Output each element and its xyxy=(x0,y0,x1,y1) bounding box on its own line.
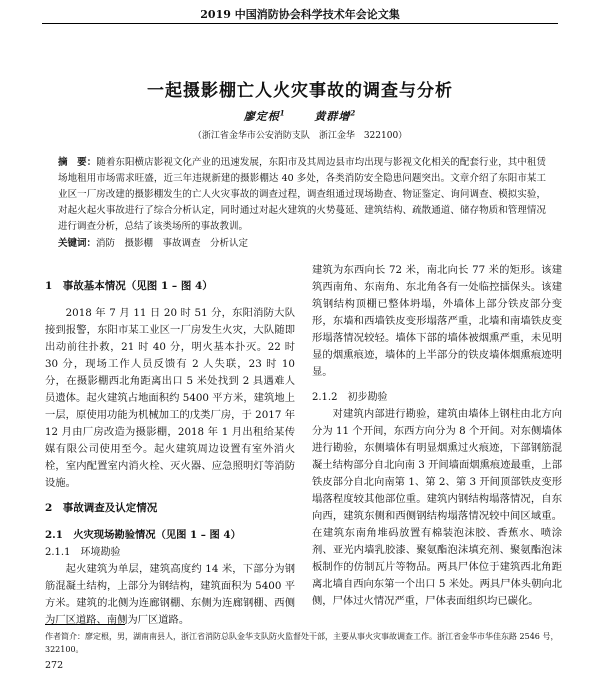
keywords xyxy=(58,235,546,249)
right-paragraph-1: 建筑为东西向长 72 米，南北向长 77 米的矩形。该建筑西南角、东南角、东北角各有一处临控擂保头。该建筑钢结构顶棚已整体坍塌，外墙体上部分铁皮部分变形，东墙和西墙铁皮变形塌落严重，北墙和南墙铁皮变形塌落情况较轻。墙体下部的墙体被烟熏严重，未见明显的烟熏痕迹，墙体的上半部分的铁皮墙体烟熏痕迹明显。 xyxy=(312,264,562,378)
header-rule xyxy=(42,23,558,24)
abstract xyxy=(58,155,546,235)
affiliation: （浙江省金华市公安消防支队 浙江金华 322100） xyxy=(192,131,408,141)
keywords-label: 关键词： xyxy=(58,238,97,249)
footnote-rule xyxy=(45,624,125,625)
abstract-label: 摘 要： xyxy=(58,157,97,168)
right-paragraph-2: 对建筑内部进行勘验，建筑由墙体上钢柱由北方向分为 11 个开间，东西方向分为 8 个开间。对东侧墙体进行勘验，东侧墙体有明显烟熏过火痕迹，下部钢筋混凝土结构部分自北向南 3 开间墙面烟熏痕迹最重，上部铁皮部分自北向南第 1、第 2、第 3 开间顶部铁皮变形塌落程度较其他部位重。建筑内钢结构塌落情况，自东向西，建筑东侧和西侧钢结构塌落情况较中间区域重。在建筑东南角堆码放置有棉装泡沫胶、香蕉水、喷涂剂、亚光内墙乳胶漆、聚氨酯泡沫填充剂、聚氨酯泡沫板制作的仿制瓦片等物品。两具尸体位于建筑西北角距离北墙自西向东第一个出口 5 米处。两具尸体头朝向北侧，尸体过火情况严重，尸体表面组织均已碳化。 xyxy=(312,408,562,607)
running-header: 2019 中国消防协会科学技术年会论文集 xyxy=(200,8,400,21)
author-1: 廖定根 xyxy=(243,110,280,123)
author-line xyxy=(0,108,600,124)
paper-title: 一起摄影棚亡人火灾事故的调查与分析 xyxy=(147,81,453,101)
author-2-mark: 2 xyxy=(350,108,357,118)
section-2-heading: 2 事故调查及认定情况 xyxy=(45,502,158,514)
abstract-text: 随着东阳横店影视文化产业的迅速发展，东阳市及其周边县市均出现与影视文化相关的配套行业，其中租赁场地租用市场需求旺盛，近三年违规新建的摄影棚达 40 多处，各类消防安全隐患问题突出。文章介绍了东阳市某工业区一厂房改建的摄影棚发生的亡人火灾事故的调查过程，调查组通过现场勘查、物证鉴定、询问调查、模拟实验，对起火起火事故进行了综合分析认定，同时通过对起火建筑的火势蔓延、建筑结构、疏散通道、储存物质和管理情况进行调查分析，总结了该类场所的事故教训。 xyxy=(58,157,546,232)
page-number: 272 xyxy=(45,660,64,671)
section-2-1-1-heading: 2.1.1 环境勘验 xyxy=(45,547,121,558)
author-1-mark: 1 xyxy=(279,108,286,118)
left-column xyxy=(45,272,295,637)
section-2-1-1-paragraph: 起火建筑为单层，建筑高度约 14 米，下部分为钢筋混凝土结构，上部分为钢结构，建筑面积为 5400 平方米。建筑的北侧为连廊钢棚、东侧为连廊钢棚、西侧为厂区道路、南侧为厂区道路。 xyxy=(45,563,295,626)
right-column xyxy=(312,262,562,618)
section-1-paragraph: 2018 年 7 月 11 日 20 时 51 分，东阳消防大队接到报警，东阳市某工业区一厂房发生火灾，大队随即出动前往扑救，21 时 40 分，明火基本扑灭。22 时 30 分，现场工作人员反馈有 2 人失联，23 时 10 分，在摄影棚西北角距离出口 5 米处找到 2 具遇难人员遗体。起火建筑占地面积约 5400 平方米，建筑地上一层，原使用功能为机械加工的戊类厂房，于 2017 年 12 月由厂房改造为摄影棚，2018 年 1 月出租给某传媒有限公司使用至今。起火建筑周边设置有室外消火栓，室内配置室内消火栓、灭火器、应急照明灯等消防设施。 xyxy=(45,307,295,489)
section-2-1-2-heading: 2.1.2 初步勘验 xyxy=(312,392,388,403)
author-2: 黄群增 xyxy=(314,110,351,123)
section-2-1-heading: 2.1 火灾现场勘验情况（见图 1 – 图 4） xyxy=(45,529,241,541)
keywords-text: 消防 摄影棚 事故调查 分析认定 xyxy=(96,238,249,249)
footnote: 作者简介：廖定根，男，湖南南县人，浙江省消防总队金华支队防火监督处干部，主要从事火灾事故调查工作。浙江省金华市华佳东路 2546 号，322100。 xyxy=(45,632,559,654)
section-1-heading: 1 事故基本情况（见图 1 – 图 4） xyxy=(45,280,213,292)
